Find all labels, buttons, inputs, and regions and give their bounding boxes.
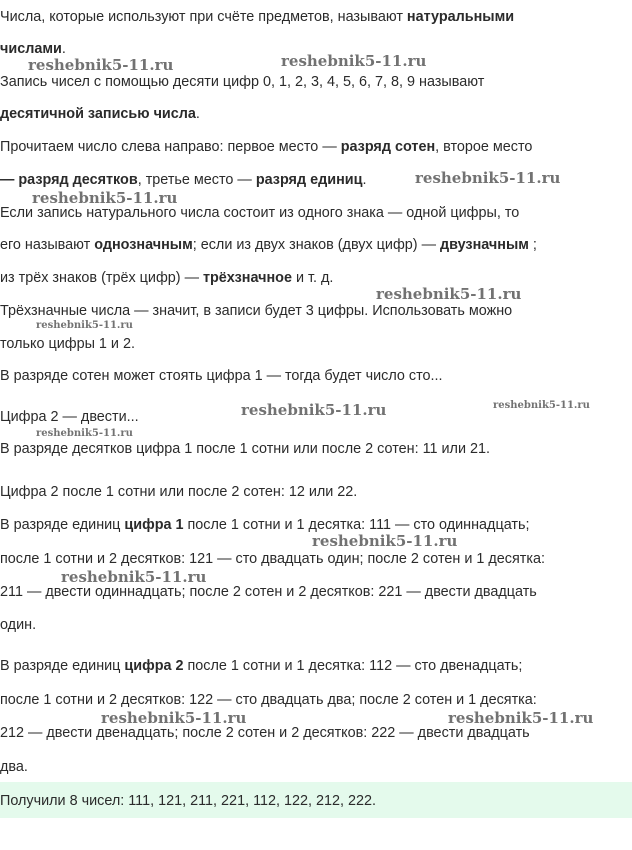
watermark: reshebnik5-11.ru	[376, 285, 522, 303]
watermark: reshebnik5-11.ru	[101, 709, 247, 727]
text-line: Прочитаем число слева направо: первое место — разряд сотен, второе место	[0, 139, 533, 155]
text-line: Числа, которые используют при счёте предметов, называют натуральными	[0, 9, 515, 25]
text-line: два.	[0, 759, 28, 775]
text-line: его называют однозначным; если из двух знаков (двух цифр) — двузначным ;	[0, 237, 537, 253]
watermark: reshebnik5-11.ru	[36, 320, 133, 331]
watermark: reshebnik5-11.ru	[448, 709, 594, 727]
text-line: Цифра 2 после 1 сотни или после 2 сотен: 12 или 22.	[0, 484, 358, 500]
text-line: один.	[0, 617, 37, 633]
text-line: — разряд десятков, третье место — разряд единиц.	[0, 172, 367, 188]
watermark: reshebnik5-11.ru	[493, 400, 590, 411]
text-line: десятичной записью числа.	[0, 106, 200, 122]
result-text: Получили 8 чисел: 111, 121, 211, 221, 112, 122, 212, 222.	[0, 793, 377, 809]
text-line: из трёх знаков (трёх цифр) — трёхзначное и т. д.	[0, 270, 334, 286]
watermark: reshebnik5-11.ru	[281, 52, 427, 70]
watermark: reshebnik5-11.ru	[36, 428, 133, 439]
watermark: reshebnik5-11.ru	[28, 56, 174, 74]
watermark: reshebnik5-11.ru	[312, 532, 458, 550]
text-line: Трёхзначные числа — значит, в записи будет 3 цифры. Использовать можно	[0, 303, 513, 319]
text-line: Запись чисел с помощью десяти цифр 0, 1, 2, 3, 4, 5, 6, 7, 8, 9 называют	[0, 74, 485, 90]
text-line: Цифра 2 — двести...	[0, 409, 139, 425]
text-line: только цифры 1 и 2.	[0, 336, 135, 352]
text-line: Если запись натурального числа состоит из одного знака — одной цифры, то	[0, 205, 520, 221]
text-line: числами.	[0, 41, 66, 57]
text-line: после 1 сотни и 2 десятков: 121 — сто двадцать один; после 2 сотен и 1 десятка:	[0, 551, 545, 567]
text-line: В разряде единиц цифра 1 после 1 сотни и 1 десятка: 111 — сто одиннадцать;	[0, 517, 530, 533]
text-line: 212 — двести двенадцать; после 2 сотен и 2 десятков: 222 — двести двадцать	[0, 725, 530, 741]
watermark: reshebnik5-11.ru	[415, 169, 561, 187]
text-line: 211 — двести одиннадцать; после 2 сотен и 2 десятков: 221 — двести двадцать	[0, 584, 537, 600]
text-line: после 1 сотни и 2 десятков: 122 — сто двадцать два; после 2 сотен и 1 десятка:	[0, 692, 537, 708]
text-line: В разряде сотен может стоять цифра 1 — тогда будет число сто...	[0, 368, 443, 384]
watermark: reshebnik5-11.ru	[61, 568, 207, 586]
text-line: В разряде единиц цифра 2 после 1 сотни и 1 десятка: 112 — сто двенадцать;	[0, 658, 523, 674]
watermark: reshebnik5-11.ru	[32, 189, 178, 207]
result-box	[0, 782, 632, 818]
watermark: reshebnik5-11.ru	[241, 401, 387, 419]
text-line: В разряде десятков цифра 1 после 1 сотни или после 2 сотен: 11 или 21.	[0, 441, 490, 457]
